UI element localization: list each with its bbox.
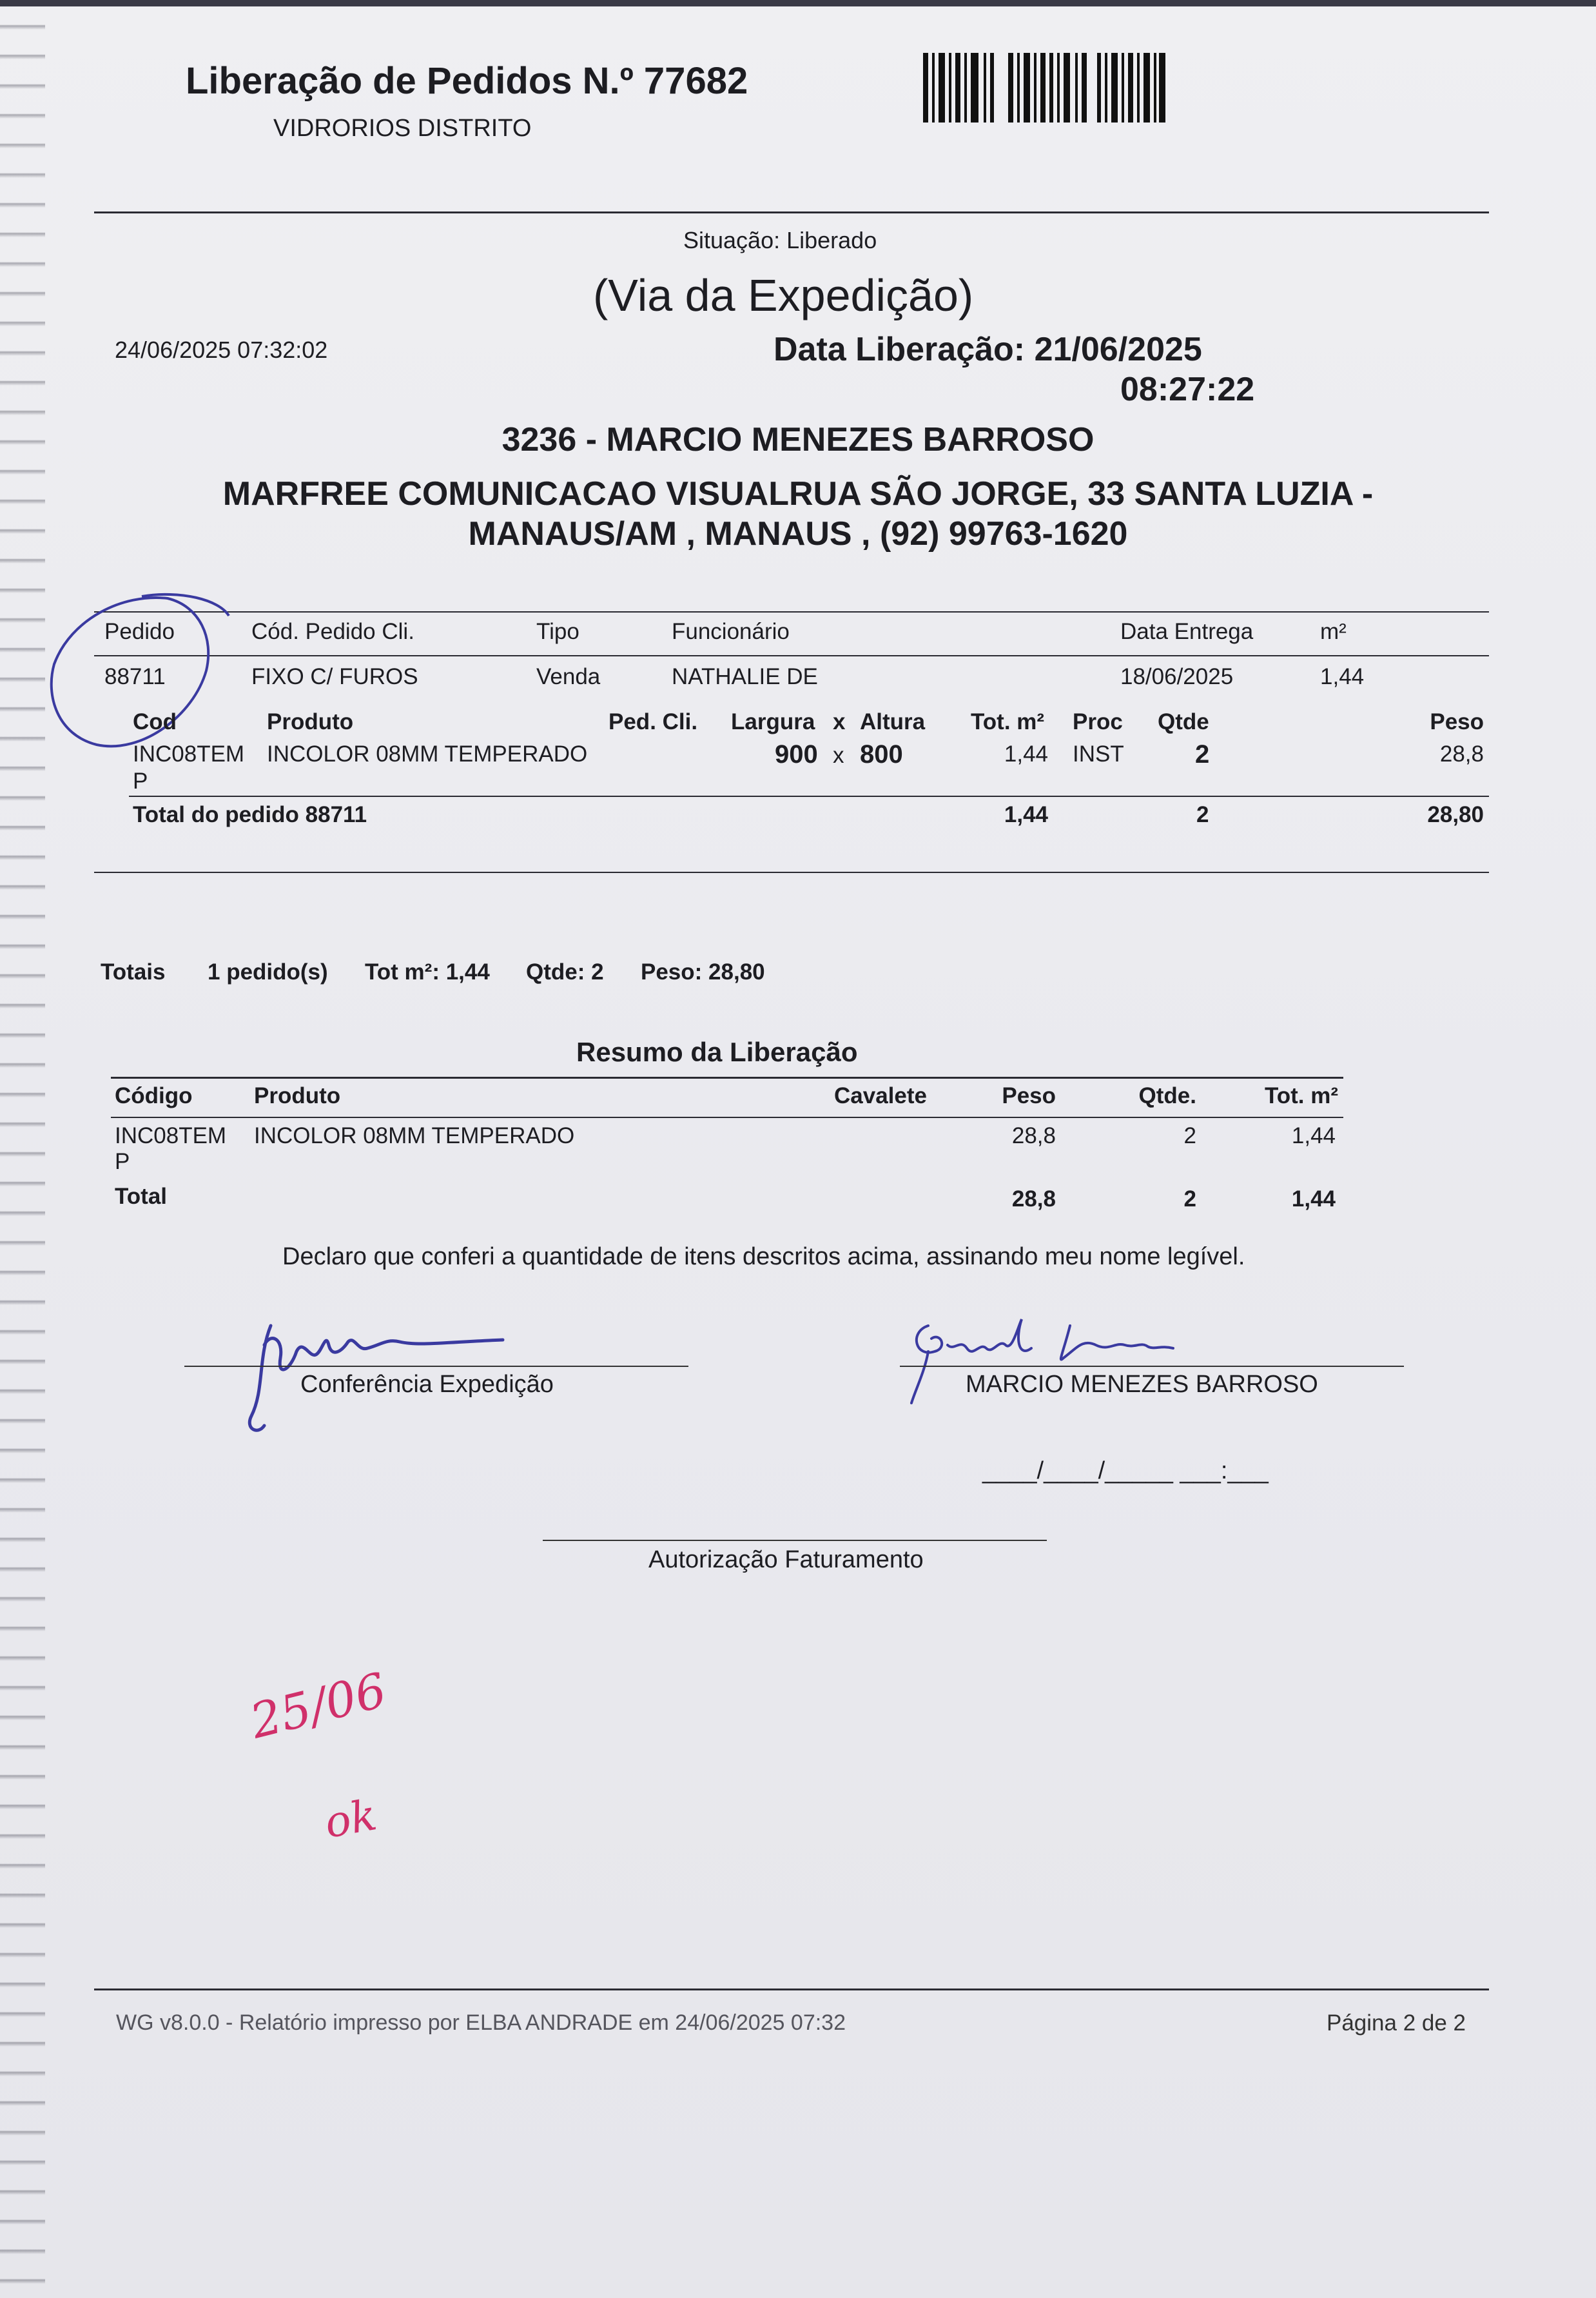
order-tipo: Venda [536,664,601,689]
col-proc: Proc [1073,709,1123,734]
order-table-header-rule [94,655,1489,656]
col-x: x [833,709,846,734]
item-cod-line2: P [133,769,148,794]
handwritten-ok-note: ok [321,1790,380,1848]
col-qtde: Qtde [1158,709,1209,734]
client-address-line1: MARFREE COMUNICACAO VISUALRUA SÃO JORGE, 33 SANTA LUZIA - [222,475,1374,513]
via-title: (Via da Expedição) [593,270,974,320]
item-cod-line1: INC08TEM [133,741,245,767]
resumo-total-tot-m2: 1,44 [1291,1186,1336,1212]
resumo-header-rule [111,1117,1343,1118]
client-name: 3236 - MARCIO MENEZES BARROSO [501,421,1095,458]
barcode [923,53,1167,123]
order-total-m2: 1,44 [1004,802,1048,827]
resumo-col-tot-m2: Tot. m² [1264,1083,1338,1108]
resumo-total-qtde: 2 [1183,1186,1196,1212]
order-m2: 1,44 [1320,664,1365,689]
item-x: x [833,743,844,768]
item-peso: 28,8 [1439,741,1484,767]
handwritten-date-note: 25/06 [245,1662,392,1750]
conferencia-label: Conferência Expedição [300,1371,554,1398]
document-title: Liberação de Pedidos N.º 77682 [186,60,748,102]
col-data-entrega: Data Entrega [1120,619,1254,644]
item-produto: INCOLOR 08MM TEMPERADO [267,741,588,767]
header-divider [94,211,1489,213]
item-qtde: 2 [1195,740,1210,769]
situacao: Situação: Liberado [683,227,877,253]
resumo-codigo-line2: P [115,1149,130,1174]
signature-line-right [900,1366,1404,1367]
item-proc: INST [1073,741,1124,767]
authorization-line [543,1540,1047,1541]
signature-line-left [184,1366,688,1367]
resumo-total-peso: 28,8 [1011,1186,1056,1212]
col-cod-pedido-cli: Cód. Pedido Cli. [251,619,414,644]
scan-top-edge [0,0,1596,6]
order-table-top-rule [94,611,1489,613]
order-section-end-rule [94,872,1489,873]
totais-pedidos: 1 pedido(s) [208,959,328,985]
resumo-title: Resumo da Liberação [576,1037,858,1067]
page-number: Página 2 de 2 [1327,2010,1466,2036]
scan-left-edge [0,0,45,2298]
totais-qtde: Qtde: 2 [526,959,604,985]
order-cod-pedido-cli: FIXO C/ FUROS [251,664,418,689]
resumo-top-rule [111,1077,1343,1079]
order-total-peso: 28,80 [1427,802,1484,827]
footer-rule [94,1989,1489,1990]
resumo-tot-m2: 1,44 [1291,1123,1336,1148]
col-peso: Peso [1430,709,1484,734]
col-pedido: Pedido [104,619,175,644]
order-data-entrega: 18/06/2025 [1120,664,1234,689]
footer-print-info: WG v8.0.0 - Relatório impresso por ELBA ANDRADE em 24/06/2025 07:32 [116,2010,846,2035]
resumo-col-qtde: Qtde. [1138,1083,1196,1108]
resumo-col-codigo: Código [115,1083,193,1108]
item-largura: 900 [775,740,818,769]
col-cod: Cod [133,709,177,734]
authorization-label: Autorização Faturamento [648,1546,924,1573]
col-tot-m2: Tot. m² [971,709,1045,734]
totais-peso: Peso: 28,80 [641,959,765,985]
col-m2: m² [1320,619,1347,644]
resumo-col-peso: Peso [1002,1083,1056,1108]
col-funcionario: Funcionário [672,619,790,644]
company-name: VIDRORIOS DISTRITO [273,115,532,142]
item-altura: 800 [860,740,903,769]
data-liberacao: Data Liberação: 21/06/2025 [774,331,1202,368]
declaration-text: Declaro que conferi a quantidade de itens descritos acima, assinando meu nome legível. [282,1243,1245,1270]
resumo-qtde: 2 [1183,1123,1196,1148]
resumo-total-label: Total [115,1184,168,1209]
client-signature-label: MARCIO MENEZES BARROSO [966,1371,1318,1398]
order-total-label: Total do pedido 88711 [133,802,367,827]
order-funcionario: NATHALIE DE [672,664,818,689]
totais-m2: Tot m²: 1,44 [365,959,490,985]
resumo-peso: 28,8 [1011,1123,1056,1148]
printed-datetime: 24/06/2025 07:32:02 [115,337,328,363]
client-address-line2: MANAUS/AM , MANAUS , (92) 99763-1620 [468,515,1128,553]
resumo-col-produto: Produto [254,1083,341,1108]
col-altura: Altura [860,709,926,734]
resumo-codigo-line1: INC08TEM [115,1123,227,1148]
order-pedido: 88711 [104,664,166,689]
col-ped-cli: Ped. Cli. [608,709,698,734]
data-liberacao-time: 08:27:22 [1120,371,1255,408]
order-total-qtde: 2 [1196,802,1209,827]
date-time-blank: ____/____/_____ ___:___ [982,1457,1269,1484]
item-tot-m2: 1,44 [1004,741,1048,767]
totais-label: Totais [101,959,166,985]
col-produto: Produto [267,709,354,734]
resumo-col-cavalete: Cavalete [834,1083,927,1108]
col-largura: Largura [731,709,815,734]
col-tipo: Tipo [536,619,579,644]
resumo-produto: INCOLOR 08MM TEMPERADO [254,1123,575,1148]
items-total-rule [129,796,1489,797]
